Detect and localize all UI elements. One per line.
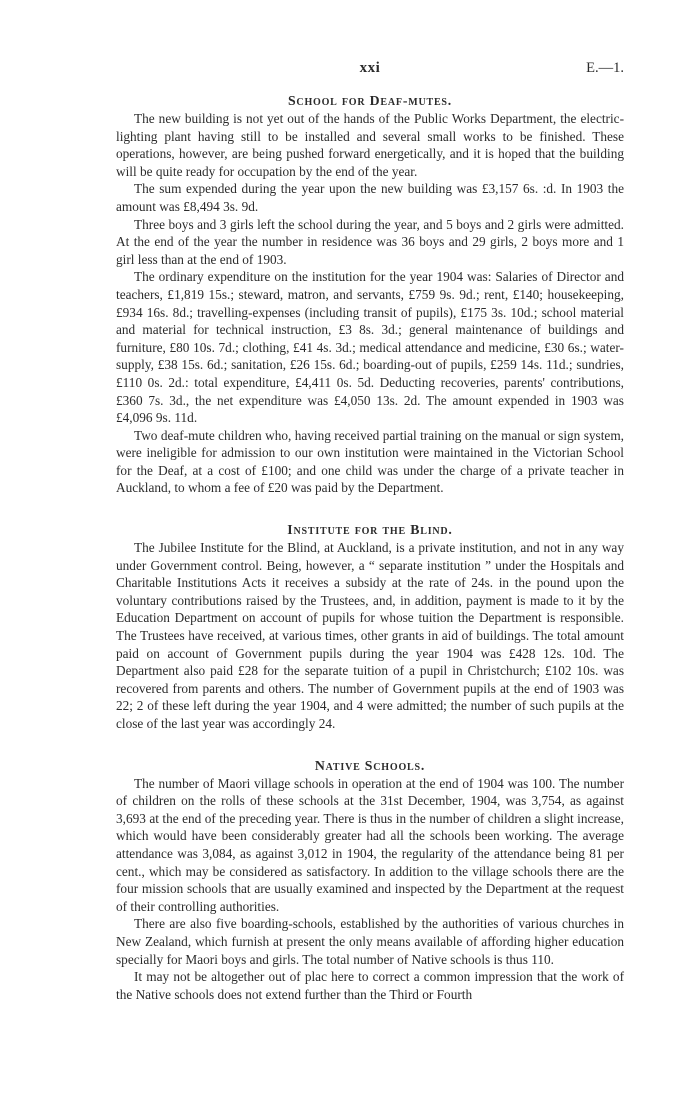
paragraph: It may not be altogether out of plac here to correct a common impression that the work of the Native schools does not extend further than the Third or Fourth: [116, 969, 624, 1002]
section-heading: Native Schools.: [314, 757, 426, 773]
paragraph: Three boys and 3 girls left the school during the year, and 5 boys and 2 girls were admitted. At the end of the year the number in residence was 36 boys and 29 girls, 2 boys more and 1 girl less than at the end of 1903.: [116, 216, 624, 267]
page-header: [116, 60, 624, 82]
section-blind-institute: [116, 521, 624, 733]
paragraph: The new building is not yet out of the hands of the Public Works Department, the electric-lighting plant having still to be installed and several small works to be finished. These operations, however, are being pushed forward energetically, and it is hoped that the building will be quite ready for occupation by the end of the year.: [116, 111, 624, 179]
paragraph: The sum expended during the year upon the new building was £3,157 6s. :d. In 1903 the amount was £8,494 3s. 9d.: [116, 181, 624, 214]
section-deaf-mutes: [116, 92, 624, 497]
paragraph: There are also five boarding-schools, established by the authorities of various churches in New Zealand, which furnish at present the only means available of affording higher education specially for Maori boys and girls. The total number of Native schools is thus 110.: [116, 916, 624, 967]
page-body: [116, 92, 624, 1003]
paragraph: The ordinary expenditure on the institution for the year 1904 was: Salaries of Director and teachers, £1,819 15s.; steward, matron, and servants, £759 9s. 9d.; rent, £140; housekeeping, £934 16s. 8d.; travelling-expenses (including transit of pupils), £175 3s. 10d.; school material and material for technical instruction, £3 8s. 3d.; general maintenance of buildings and furniture, £80 10s. 7d.; clothing, £41 4s. 3d.; medical attendance and medicine, £30 6s.; water-supply, £38 15s. 6d.; sanitation, £26 15s. 6d.; boarding-out of pupils, £259 14s. 11d.; sundries, £110 0s. 2d.: total expenditure, £4,411 0s. 5d. Deducting recoveries, parents' contributions, £360 7s. 3d., the net expenditure was £4,050 13s. 2d. The amount expended in 1903 was £4,096 9s. 11d.: [116, 269, 624, 426]
paragraph: The number of Maori village schools in operation at the end of 1904 was 100. The number of children on the rolls of these schools at the 31st December, 1904, was 3,754, as against 3,693 at the end of the preceding year. There is thus in the number of children a slight increase, which would have been considerably greater had all the schools been working. The average attendance was 3,084, as against 3,012 in 1904, the regularity of the attendance being 81 per cent., which may be considered as satisfactory. In addition to the village schools there are the four mission schools that are usually examined and inspected by the Department at the request of their controlling authorities.: [116, 775, 624, 914]
section-heading: School for Deaf-mutes.: [287, 93, 453, 108]
document-reference: E.—1.: [586, 60, 624, 76]
page-number: xxi: [359, 60, 381, 76]
paragraph: The Jubilee Institute for the Blind, at Auckland, is a private institution, and not in any way under Government control. Being, however, a “ separate institution ” under the Hospitals and Charitable Institutions Acts it receives a subsidy at the rate of 24s. in the pound upon the voluntary contributions raised by the Trustees, and, in addition, payment is made to it by the Education Department on account of pupils for whose tuition the Department is responsible. The Trustees have received, at various times, other grants in aid of buildings. The total amount paid on account of Government pupils during the year 1904 was £428 12s. 10d. The Department also paid £28 for the separate tuition of a pupil in Christchurch; £102 10s. was recovered from parents and others. The number of Government pupils at the end of 1903 was 22; 2 of these left during the year 1904, and 4 were admitted; the number of such pupils at the close of the last year was accordingly 24.: [116, 540, 624, 731]
section-native-schools: [116, 757, 624, 1004]
paragraph: Two deaf-mute children who, having received partial training on the manual or sign system, were ineligible for admission to our own institution were maintained in the Victorian School for the Deaf, at a cost of £100; and one child was under the charge of a private teacher in Auckland, to whom a fee of £20 was paid by the Department.: [116, 427, 624, 496]
section-heading: Institute for the Blind.: [287, 522, 453, 538]
